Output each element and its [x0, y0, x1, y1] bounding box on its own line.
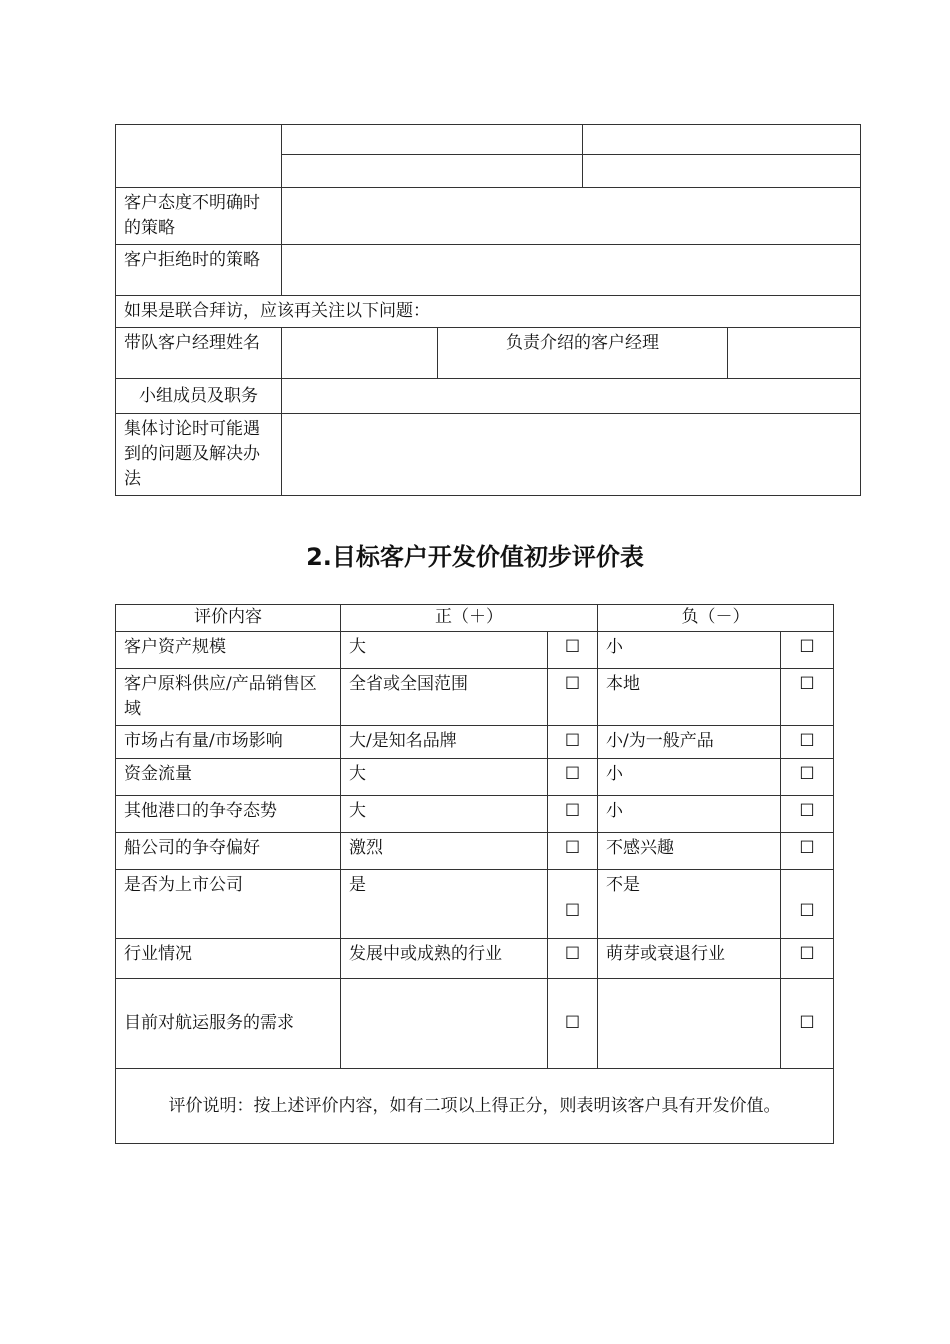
negative-option: 不是 [598, 870, 781, 939]
evaluation-item: 行业情况 [116, 939, 341, 979]
negative-option: 小 [598, 759, 781, 796]
negative-option: 不感兴趣 [598, 833, 781, 870]
joint-visit-note: 如果是联合拜访，应该再关注以下问题： [116, 296, 861, 328]
negative-option: 小/为一般产品 [598, 726, 781, 759]
evaluation-item: 资金流量 [116, 759, 341, 796]
evaluation-item: 市场占有量/市场影响 [116, 726, 341, 759]
unclear-attitude-strategy-value[interactable] [282, 188, 861, 245]
table-row [116, 979, 834, 1069]
table-row [116, 833, 834, 870]
table-row [116, 870, 834, 939]
team-leader-label: 带队客户经理姓名 [116, 328, 282, 379]
positive-option: 大 [341, 632, 548, 669]
negative-option: 本地 [598, 669, 781, 726]
team-members-value[interactable] [282, 379, 861, 414]
negative-checkbox[interactable]: ☐ [781, 726, 834, 759]
evaluation-item: 客户资产规模 [116, 632, 341, 669]
visit-strategy-table [115, 124, 861, 496]
evaluation-item: 目前对航运服务的需求 [116, 979, 341, 1069]
negative-checkbox[interactable]: ☐ [781, 833, 834, 870]
negative-option: 萌芽或衰退行业 [598, 939, 781, 979]
blank-cell [583, 125, 861, 155]
negative-option: 小 [598, 796, 781, 833]
negative-checkbox[interactable]: ☐ [781, 979, 834, 1069]
evaluation-item: 客户原料供应/产品销售区域 [116, 669, 341, 726]
table-row [116, 669, 834, 726]
positive-option: 是 [341, 870, 548, 939]
refusal-strategy-label: 客户拒绝时的策略 [116, 245, 282, 296]
evaluation-note: 评价说明：按上述评价内容，如有二项以上得正分，则表明该客户具有开发价值。 [116, 1069, 834, 1144]
negative-checkbox[interactable]: ☐ [781, 796, 834, 833]
blank-cell [282, 125, 583, 155]
team-leader-value[interactable] [282, 328, 438, 379]
evaluation-item: 其他港口的争夺态势 [116, 796, 341, 833]
positive-option: 大/是知名品牌 [341, 726, 548, 759]
discussion-issues-label: 集体讨论时可能遇到的问题及解决办法 [116, 414, 282, 496]
header-negative: 负（－） [598, 605, 834, 632]
positive-checkbox[interactable]: ☐ [548, 979, 598, 1069]
negative-checkbox[interactable]: ☐ [781, 870, 834, 939]
positive-checkbox[interactable]: ☐ [548, 726, 598, 759]
positive-checkbox[interactable]: ☐ [548, 870, 598, 939]
evaluation-item: 是否为上市公司 [116, 870, 341, 939]
evaluation-table [115, 604, 834, 1144]
positive-checkbox[interactable]: ☐ [548, 632, 598, 669]
header-positive: 正（＋） [341, 605, 598, 632]
negative-checkbox[interactable]: ☐ [781, 939, 834, 979]
positive-checkbox[interactable]: ☐ [548, 833, 598, 870]
refusal-strategy-value[interactable] [282, 245, 861, 296]
negative-option[interactable] [598, 979, 781, 1069]
team-members-label: 小组成员及职务 [116, 379, 282, 414]
positive-option: 发展中或成熟的行业 [341, 939, 548, 979]
blank-cell [282, 155, 583, 188]
blank-cell [116, 125, 282, 188]
positive-option[interactable] [341, 979, 548, 1069]
discussion-issues-value[interactable] [282, 414, 861, 496]
positive-option: 大 [341, 759, 548, 796]
header-content: 评价内容 [116, 605, 341, 632]
table-row [116, 759, 834, 796]
unclear-attitude-strategy-label: 客户态度不明确时的策略 [116, 188, 282, 245]
table-row [116, 632, 834, 669]
negative-checkbox[interactable]: ☐ [781, 669, 834, 726]
negative-checkbox[interactable]: ☐ [781, 759, 834, 796]
positive-checkbox[interactable]: ☐ [548, 759, 598, 796]
positive-checkbox[interactable]: ☐ [548, 939, 598, 979]
negative-option: 小 [598, 632, 781, 669]
negative-checkbox[interactable]: ☐ [781, 632, 834, 669]
positive-checkbox[interactable]: ☐ [548, 669, 598, 726]
blank-cell [583, 155, 861, 188]
positive-option: 激烈 [341, 833, 548, 870]
table-row [116, 726, 834, 759]
intro-manager-label: 负责介绍的客户经理 [438, 328, 728, 379]
positive-checkbox[interactable]: ☐ [548, 796, 598, 833]
section-title: 2.目标客户开发价值初步评价表 [306, 543, 644, 571]
table-row [116, 796, 834, 833]
table-row [116, 939, 834, 979]
positive-option: 全省或全国范围 [341, 669, 548, 726]
intro-manager-value[interactable] [728, 328, 861, 379]
positive-option: 大 [341, 796, 548, 833]
evaluation-item: 船公司的争夺偏好 [116, 833, 341, 870]
